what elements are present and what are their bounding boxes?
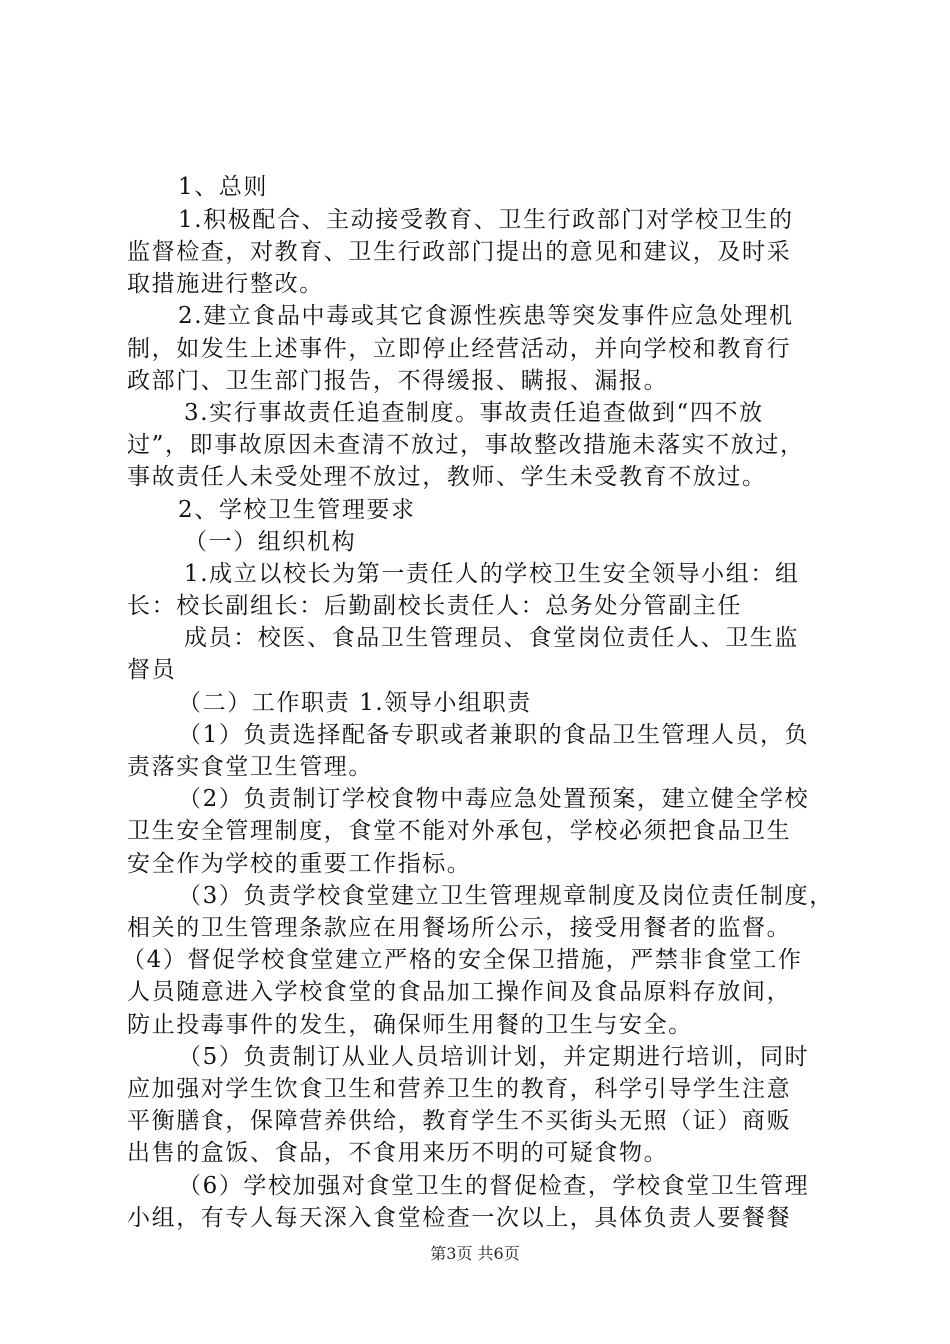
paragraph-line: 监督检查，对教育、卫生行政部门提出的意见和建议，及时采 bbox=[127, 239, 792, 265]
paragraph-line: 成员：校医、食品卫生管理员、食堂岗位责任人、卫生监 bbox=[184, 625, 799, 651]
paragraph-line: 小组，有专人每天深入食堂检查一次以上，具体负责人要餐餐 bbox=[127, 1205, 792, 1231]
paragraph-line: 安全作为学校的重要工作指标。 bbox=[127, 851, 472, 877]
paragraph-line: 责落实食堂卫生管理。 bbox=[127, 754, 373, 780]
paragraph-line: （3）负责学校食堂建立卫生管理规章制度及岗位责任制度， bbox=[178, 883, 834, 909]
page-footer: 第3页 共6页 bbox=[430, 1244, 520, 1263]
paragraph-line: 人员随意进入学校食堂的食品加工操作间及食品原料存放间， bbox=[127, 979, 792, 1005]
paragraph-line: 2.建立食品中毒或其它食源性疾患等突发事件应急处理机 bbox=[178, 303, 794, 329]
paragraph-line: （6）学校加强对食堂卫生的督促检查，学校食堂卫生管理 bbox=[178, 1173, 810, 1199]
paragraph-line: 卫生安全管理制度，食堂不能对外承包，学校必须把食品卫生 bbox=[127, 818, 792, 844]
paragraph-line: 事故责任人未受处理不放过，教师、学生未受教育不放过。 bbox=[127, 464, 767, 490]
paragraph-line: 相关的卫生管理条款应在用餐场所公示，接受用餐者的监督。 bbox=[127, 915, 792, 941]
paragraph-line: 制，如发生上述事件，立即停止经营活动，并向学校和教育行 bbox=[127, 336, 792, 362]
paragraph-line: （2）负责制订学校食物中毒应急处置预案，建立健全学校 bbox=[178, 786, 810, 812]
paragraph-line: 1.成立以校长为第一责任人的学校卫生安全领导小组：组 bbox=[184, 561, 800, 587]
paragraph-line: 平衡膳食，保障营养供给，教育学生不买街头无照（证）商贩 bbox=[127, 1108, 792, 1134]
heading-management-requirements: 2、学校卫生管理要求 bbox=[178, 497, 416, 523]
paragraph-line: 过”，即事故原因未查清不放过，事故整改措施未落实不放过， bbox=[127, 432, 805, 458]
heading-general: 1、总则 bbox=[178, 174, 269, 200]
subheading-organization: （一）组织机构 bbox=[184, 529, 357, 555]
paragraph-line: 长：校长副组长：后勤副校长责任人：总务处分管副主任 bbox=[127, 593, 742, 619]
paragraph-line: 取措施进行整改。 bbox=[127, 271, 324, 297]
paragraph-line: 防止投毒事件的发生，确保师生用餐的卫生与安全。 bbox=[127, 1012, 693, 1038]
paragraph-line: 出售的盒饭、食品，不食用来历不明的可疑食物。 bbox=[127, 1140, 669, 1166]
paragraph-line: 督员 bbox=[127, 657, 177, 683]
paragraph-line: 政部门、卫生部门报告，不得缓报、瞒报、漏报。 bbox=[127, 368, 669, 394]
paragraph-line: （1）负责选择配备专职或者兼职的食品卫生管理人员，负 bbox=[178, 722, 810, 748]
paragraph-line: 3.实行事故责任追查制度。事故责任追查做到“四不放 bbox=[184, 400, 764, 426]
paragraph-line: （5）负责制订从业人员培训计划，并定期进行培训，同时 bbox=[178, 1044, 810, 1070]
paragraph-line: 1.积极配合、主动接受教育、卫生行政部门对学校卫生的 bbox=[178, 207, 794, 233]
paragraph-line: （4）督促学校食堂建立严格的安全保卫措施，严禁非食堂工作 bbox=[122, 947, 803, 973]
subheading-duties: （二）工作职责 1.领导小组职责 bbox=[178, 690, 532, 716]
paragraph-line: 应加强对学生饮食卫生和营养卫生的教育，科学引导学生注意 bbox=[127, 1076, 792, 1102]
